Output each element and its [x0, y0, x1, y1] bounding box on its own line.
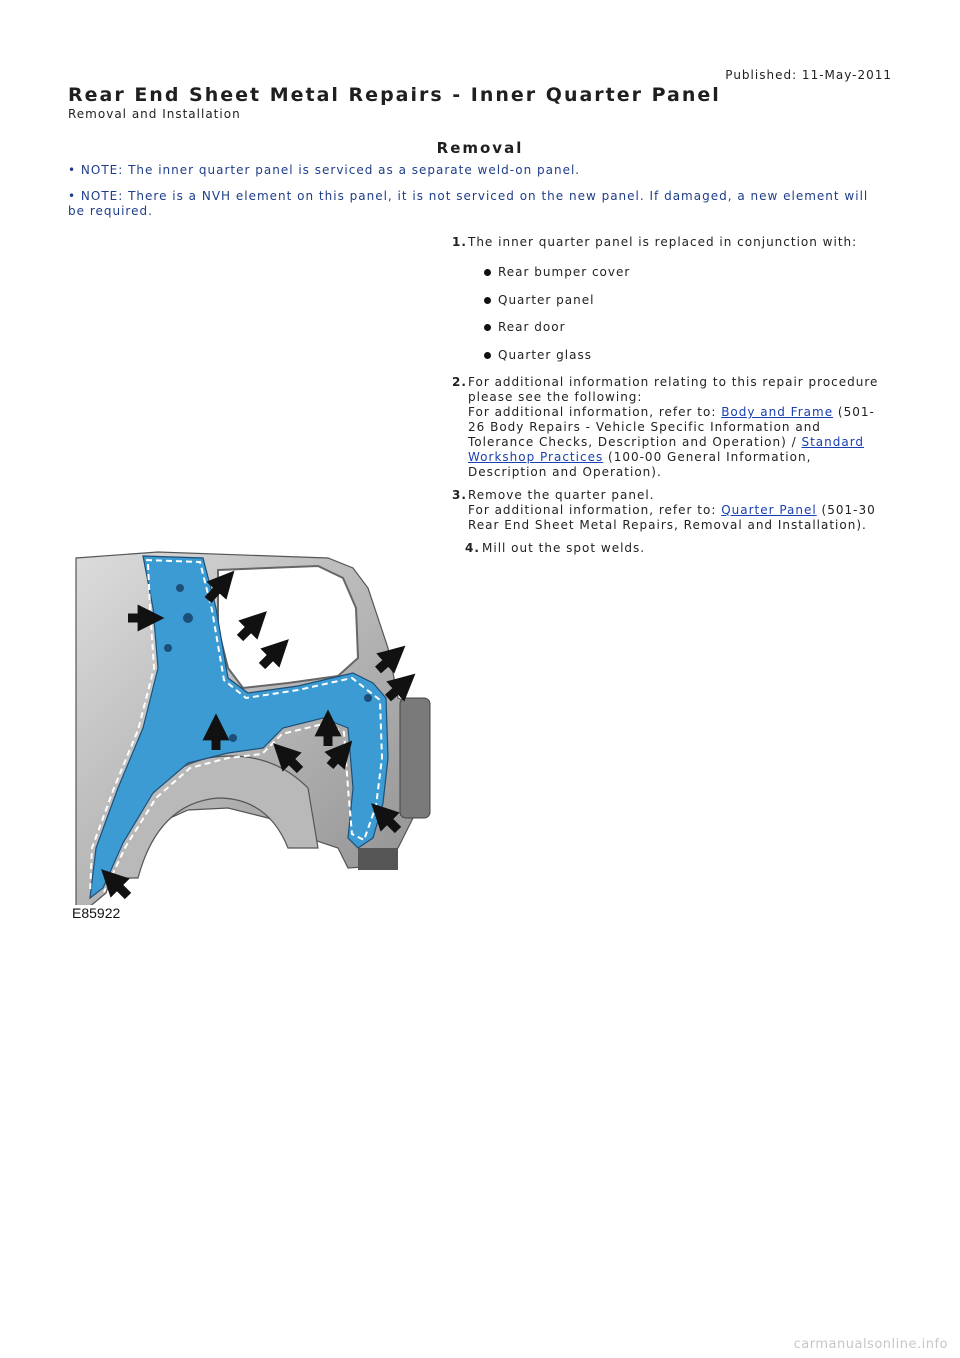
- panel-hole: [229, 734, 237, 742]
- step-number: 1.: [452, 235, 467, 249]
- panel-hole: [164, 644, 172, 652]
- step-text: Remove the quarter panel.: [468, 488, 655, 502]
- step-number: 4.: [465, 541, 480, 555]
- step-text: Mill out the spot welds.: [482, 541, 646, 555]
- panel-hole: [183, 613, 193, 623]
- lower-bracket-shape: [358, 848, 398, 870]
- page-subtitle: Removal and Installation: [68, 107, 241, 121]
- window-opening-shape: [218, 566, 358, 688]
- procedure-steps: [452, 235, 882, 564]
- note-nvh-element: • NOTE: There is a NVH element on this panel, it is not serviced on the new panel. If damaged, a new element will be required.: [68, 189, 869, 218]
- bullet-icon: [484, 269, 491, 276]
- bullet-icon: [484, 324, 491, 331]
- published-date: Published: 11-May-2011: [725, 68, 892, 82]
- step-1: [452, 235, 882, 363]
- step-3: 3. Remove the quarter panel. For additional information, refer to: Quarter Panel (501-30 Rear End Sheet Metal Repairs, Removal and Installation).: [452, 488, 876, 532]
- link-body-and-frame[interactable]: Body and Frame: [721, 405, 834, 419]
- step-2: 2. For additional information relating to this repair procedure please see the following: For additional information, refer to: Body and Frame (501-26 Body Repairs - Vehicle Specific Information and Tolerance Checks, Description and Operation) / Standard Workshop Practices (100-00 General Information, Description and Operation).: [452, 375, 879, 479]
- link-standard-workshop-practices[interactable]: Standard Workshop Practices: [468, 435, 865, 464]
- section-heading-removal: Removal: [436, 139, 524, 157]
- list-item: Rear bumper cover: [468, 265, 882, 280]
- inner-quarter-panel-illustration: [68, 548, 440, 930]
- step-number: 3.: [452, 488, 467, 502]
- bullet-icon: [484, 352, 491, 359]
- step-text: For additional information relating to this repair procedure please see the following:: [468, 375, 879, 404]
- step-number: 2.: [452, 375, 467, 389]
- link-quarter-panel[interactable]: Quarter Panel: [721, 503, 817, 517]
- list-item: Quarter glass: [468, 348, 882, 363]
- figure-code: E85922: [72, 905, 121, 921]
- bumper-bracket-shape: [400, 698, 430, 818]
- step-text: The inner quarter panel is replaced in conjunction with:: [468, 235, 858, 249]
- list-item: Quarter panel: [468, 293, 882, 308]
- panel-hole: [364, 694, 372, 702]
- component-list: [468, 265, 882, 363]
- watermark: carmanualsonline.info: [793, 1337, 948, 1352]
- note-serviced-panel: • NOTE: The inner quarter panel is serviced as a separate weld-on panel.: [68, 163, 581, 177]
- list-item: Rear door: [468, 320, 882, 335]
- step-4: [452, 541, 882, 556]
- panel-hole: [176, 584, 184, 592]
- page-title: Rear End Sheet Metal Repairs - Inner Quarter Panel: [68, 84, 721, 106]
- bullet-icon: [484, 297, 491, 304]
